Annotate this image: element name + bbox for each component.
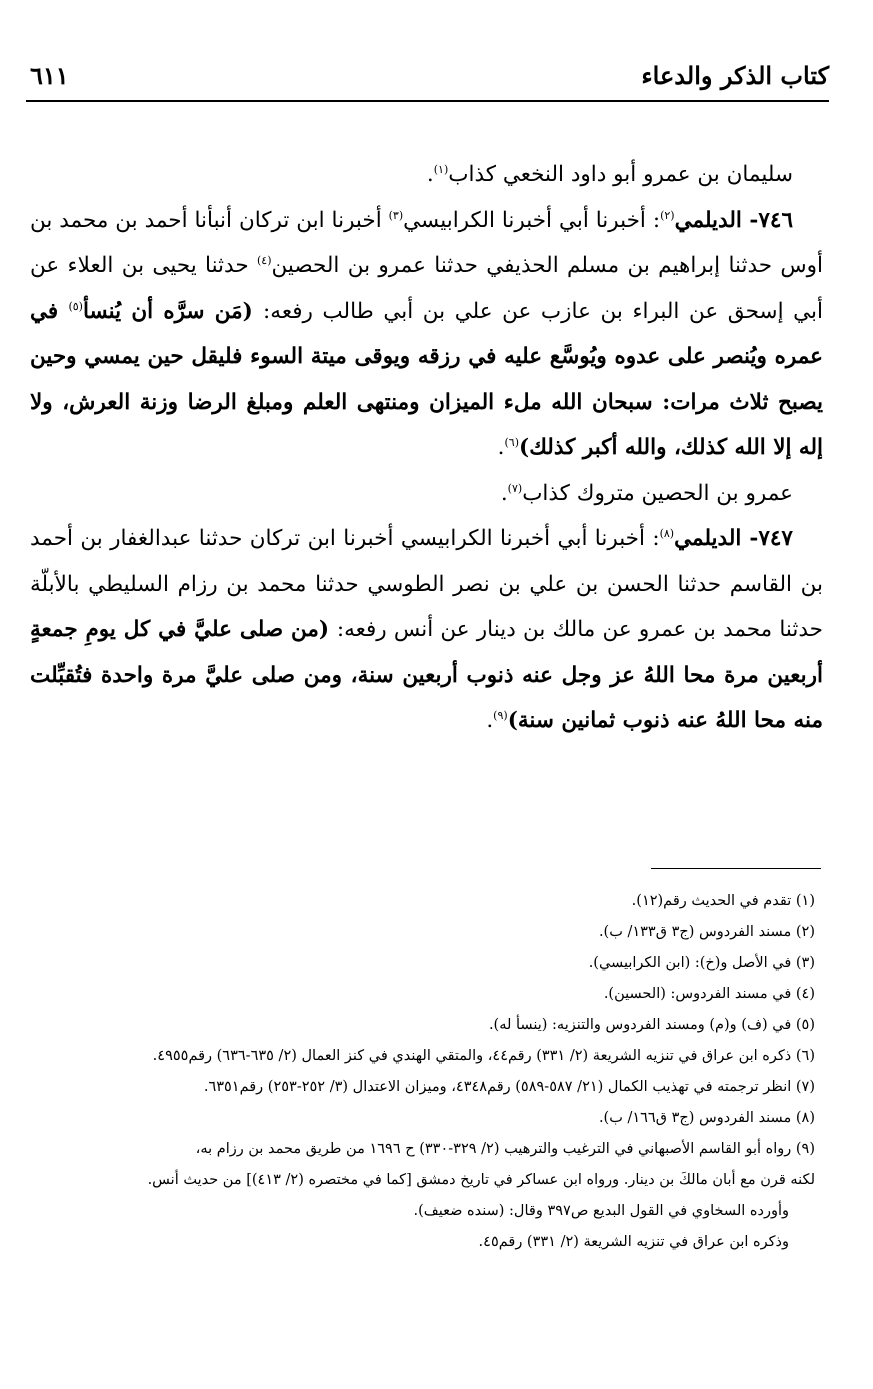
page-number: ٦١١ [30, 61, 69, 90]
isnad-text: : أخبرنا أبي أخبرنا الكرابيسي [403, 207, 661, 233]
footnotes [40, 886, 815, 1258]
hadith-matn: (من صلى عليَّ في كل يومِ جمعةٍ أربعين مرة محا اللهُ عز وجل عنه ذنوب أربعين سنة، ومن صلى عليَّ مرة واحدة فتُقبِّلت منه محا اللهُ عنه ذنوب ثمانين سنة) [30, 617, 823, 733]
footnote-ref-3: (٣) [388, 208, 404, 222]
paragraph-3 [30, 471, 823, 517]
p3-end: . [500, 480, 508, 506]
hadith-number-747: ٧٤٧- [741, 526, 793, 551]
header-rule [26, 100, 829, 102]
p1-text: سليمان بن عمرو أبو داود النخعي كذاب [448, 162, 793, 187]
footnote-ref-1: (١) [433, 162, 449, 176]
paragraph-1 [30, 152, 823, 198]
footnote-ref-5: (٥) [68, 299, 83, 313]
hadith-matn: (مَن سرَّه أن يُنسأ [82, 298, 264, 324]
footnote-9-continued: لكنه قرن مع أبان مالكَ بن دينار. ورواه ابن عساكر في تاريخ دمشق [كما في مختصره (٢/ ٤١٣)] من حديث أنس. [147, 1172, 815, 1188]
isnad-text: حدثنا يحيى بن العلاء عن أبي إسحق عن البراء بن عازب عن علي بن أبي طالب رفعه: [30, 253, 824, 324]
p3-text: عمرو بن الحصين متروك كذاب [522, 480, 793, 506]
hadith-number-746: ٧٤٦- [741, 207, 794, 233]
p4-end: . [486, 708, 494, 733]
running-title: كتاب الذكر والدعاء [641, 61, 829, 90]
source-name: الديلمي [674, 526, 742, 551]
page-header [30, 60, 829, 102]
footnote-8: (٨) مسند الفردوس (ج٣ ق١٦٦/ ب). [598, 1110, 815, 1126]
isnad-text: : أخبرنا أبي أخبرنا الكرابيسي أخبرنا ابن تركان حدثنا عبدالغفار بن أحمد بن القاسم حدثنا الحسن بن علي بن نصر الطوسي حدثنا محمد بن رزام السليطي بالأبلّة حدثنا محمد بن عمرو عن مالك بن دينار عن أنس رفعه: [30, 526, 823, 642]
footnote-rule [651, 868, 821, 869]
footnote-ref-7: (٧) [507, 481, 523, 495]
footnote-ref-6: (٦) [504, 435, 520, 449]
p2-end: . [497, 435, 505, 460]
footnote-ref-9: (٩) [493, 708, 508, 722]
footnote-ref-8: (٨) [659, 526, 675, 540]
footnote-7: (٧) انظر ترجمته في تهذيب الكمال (٢١/ ٥٨٧-٥٨٩) رقم٤٣٤٨، وميزان الاعتدال (٣/ ٢٥٢-٢٥٣) رقم٦٣٥١. [203, 1079, 815, 1095]
footnote-9-continued: وأورده السخاوي في القول البديع ص٣٩٧ وقال: (سنده ضعيف). [413, 1203, 789, 1219]
footnote-9: (٩) رواه أبو القاسم الأصبهاني في الترغيب والترهيب (٢/ ٣٢٩-٣٣٠) ح ١٦٩٦ من طريق محمد بن رزام به، [195, 1141, 815, 1157]
hadith-matn: في عمره ويُنصر على عدوه ويُوسَّع عليه في رزقه ويوقى ميتة السوء فليقل حين يمسي وحين يصبح ثلاث مرات: سبحان الله ملء الميزان ومنتهى العلم ومبلغ الرضا وزنة العرش، ولا إله إلا الله كذلك، والله أكبر كذلك) [30, 298, 823, 460]
footnote-3: (٣) في الأصل و(خ): (ابن الكرابيسي). [588, 955, 815, 971]
isnad-text: أخبرنا ابن تركان أنبأنا أحمد بن محمد بن أوس حدثنا إبراهيم بن مسلم الحذيفي حدثنا عمرو بن الحصين [30, 207, 823, 278]
footnote-ref-2: (٢) [660, 208, 675, 222]
paragraph-hadith-747 [30, 516, 823, 744]
footnote-9-continued: وذكره ابن عراق في تنزيه الشريعة (٢/ ٣٣١) رقم٤٥. [478, 1234, 789, 1250]
footnote-4: (٤) في مسند الفردوس: (الحسين). [603, 986, 815, 1002]
footnote-1: (١) تقدم في الحديث رقم(١٢). [631, 893, 815, 909]
main-text [30, 152, 823, 744]
footnote-6: (٦) ذكره ابن عراق في تنزيه الشريعة (٢/ ٣٣١) رقم٤٤، والمتقي الهندي في كنز العمال (٢/ ٦٣٥-٦٣٦) رقم٤٩٥٥. [152, 1048, 815, 1064]
footnote-2: (٢) مسند الفردوس (ج٣ ق١٣٣/ ب). [598, 924, 815, 940]
source-name: الديلمي [674, 207, 742, 233]
footnote-5: (٥) في (ف) و(م) ومسند الفردوس والتنزيه: (ينسأ له). [488, 1017, 815, 1033]
footnote-ref-4: (٤) [256, 253, 272, 267]
p1-end: . [426, 162, 434, 187]
paragraph-hadith-746 [30, 198, 823, 471]
